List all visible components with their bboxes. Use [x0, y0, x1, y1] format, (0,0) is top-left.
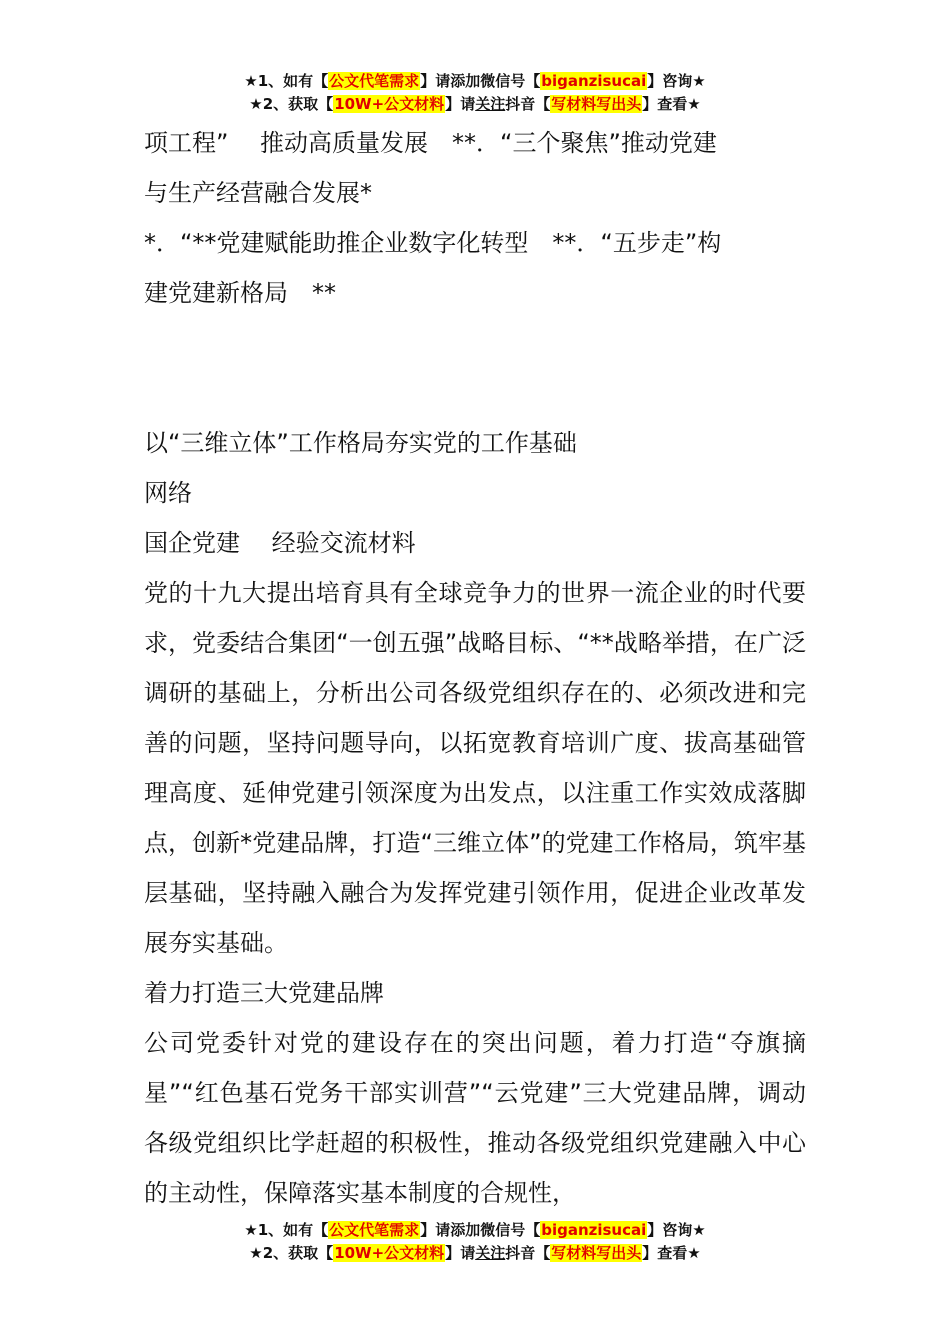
- highlight-service: 公文代笔需求: [329, 1221, 420, 1239]
- banner-line-2: ★2、获取【10W+公文材料】请关注抖音【写材料写出头】查看★: [249, 95, 701, 113]
- toc-line: 建党建新格局 **: [144, 279, 336, 307]
- highlight-materials: 10W+公文材料: [334, 1244, 445, 1262]
- highlight-douyin: 写材料写出头: [551, 95, 642, 113]
- highlight-wechat-id: biganzisucai: [541, 72, 647, 90]
- paragraph: 党的十九大提出培育具有全球竞争力的世界一流企业的时代要求，党委结合集团“一创五强”战略目标、“**战略举措，在广泛调研的基础上，分析出公司各级党组织存在的、必须改进和完善的问题，坚持问题导向，以拓宽教育培训广度、拔高基础管理高度、延伸党建引领深度为出发点，以注重工作实效成落脚点，创新*党建品牌，打造“三维立体”的党建工作格局，筑牢基层基础，坚持融入融合为发挥党建引领作用，促进企业改革发展夯实基础。: [144, 579, 806, 957]
- header-banner: [0, 70, 950, 116]
- highlight-service: 公文代笔需求: [329, 72, 420, 90]
- article-subtitle: 国企党建 经验交流材料: [144, 529, 416, 557]
- highlight-materials: 10W+公文材料: [334, 95, 445, 113]
- banner-line-1: ★1、如有【公文代笔需求】请添加微信号【biganzisucai】咨询★: [244, 72, 706, 90]
- highlight-wechat-id: biganzisucai: [541, 1221, 647, 1239]
- footer-banner: [0, 1219, 950, 1265]
- toc-line: *．“**党建赋能助推企业数字化转型 **．“五步走”构: [144, 229, 722, 257]
- paragraph: 公司党委针对党的建设存在的突出问题，着力打造“夺旗摘星”“红色基石党务干部实训营”“云党建”三大党建品牌，调动各级党组织比学赶超的积极性，推动各级党组织党建融入中心的主动性，保障落实基本制度的合规性，: [144, 1029, 806, 1207]
- toc-line: 与生产经营融合发展*: [144, 179, 372, 207]
- highlight-douyin: 写材料写出头: [551, 1244, 642, 1262]
- document-body: [144, 118, 806, 1218]
- banner-line-1: ★1、如有【公文代笔需求】请添加微信号【biganzisucai】咨询★: [244, 1221, 706, 1239]
- article-title-continued: 网络: [144, 479, 192, 507]
- toc-line: 项工程” 推动高质量发展 **．“三个聚焦”推动党建: [144, 129, 717, 157]
- article-title: 以“三维立体”工作格局夯实党的工作基础: [144, 429, 577, 457]
- banner-line-2: ★2、获取【10W+公文材料】请关注抖音【写材料写出头】查看★: [249, 1244, 701, 1262]
- section-heading: 着力打造三大党建品牌: [144, 979, 384, 1007]
